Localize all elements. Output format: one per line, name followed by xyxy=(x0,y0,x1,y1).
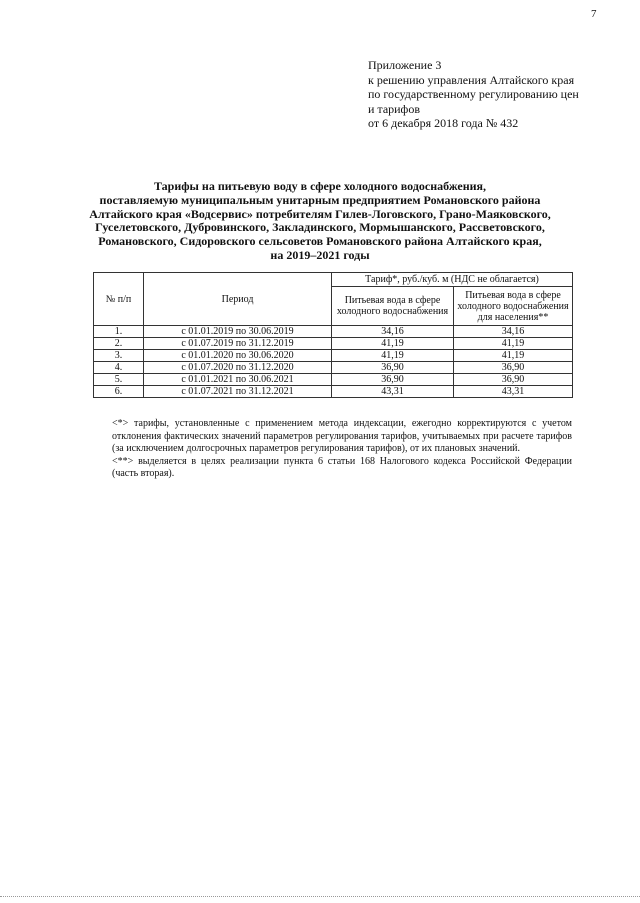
row-tariff-population: 36,90 xyxy=(454,362,573,374)
appendix-line: Приложение 3 xyxy=(368,58,442,72)
row-num: 6. xyxy=(94,386,144,398)
row-period: с 01.01.2021 по 30.06.2021 xyxy=(144,374,332,386)
row-tariff-general: 41,19 xyxy=(332,350,454,362)
page-number: 7 xyxy=(591,8,597,20)
footnote: <*> тарифы, установленные с применением метода индексации, ежегодно корректируются с учетом отклонения фактических значений параметров регулирования тарифов, учитываемых при расчете тарифов (за исключением долгосрочных параметров регулирования тарифов), от их плановых значений. xyxy=(112,418,572,454)
title-line: Алтайского края «Водсервис» потребителям Гилев-Логовского, Грано-Маяковского, xyxy=(89,206,551,221)
appendix-line: по государственному регулированию цен xyxy=(368,87,579,101)
row-tariff-general: 36,90 xyxy=(332,374,454,386)
appendix-line: от 6 декабря 2018 года № 432 xyxy=(368,116,519,130)
appendix-line: к решению управления Алтайского края xyxy=(368,72,575,87)
header-tariff-population: Питьевая вода в сфере холодного водоснабжения для населения** xyxy=(454,287,573,326)
table-row xyxy=(94,386,573,398)
header-tariff: Тариф*, руб./куб. м (НДС не облагается) xyxy=(332,273,573,287)
appendix-line: и тарифов xyxy=(368,101,421,116)
row-period: с 01.07.2019 по 31.12.2019 xyxy=(144,338,332,350)
header-num: № п/п xyxy=(94,273,144,326)
row-period: с 01.07.2020 по 31.12.2020 xyxy=(144,362,332,374)
row-period: с 01.01.2020 по 30.06.2020 xyxy=(144,350,332,362)
row-tariff-general: 41,19 xyxy=(332,338,454,350)
row-tariff-general: 43,31 xyxy=(332,386,454,398)
header-period: Период xyxy=(144,273,332,326)
row-period: с 01.01.2019 по 30.06.2019 xyxy=(144,326,332,338)
title-line: Тарифы на питьевую воду в сфере холодного водоснабжения, xyxy=(153,179,487,193)
row-period: с 01.07.2021 по 31.12.2021 xyxy=(144,386,332,398)
table-row xyxy=(94,362,573,374)
row-tariff-population: 41,19 xyxy=(454,338,573,350)
title-line: на 2019–2021 годы xyxy=(270,247,370,262)
row-num: 1. xyxy=(94,326,144,338)
row-num: 3. xyxy=(94,350,144,362)
footnote: <**> выделяется в целях реализации пункта 6 статьи 168 Налогового кодекса Российской Федерации (часть вторая). xyxy=(112,455,572,479)
row-tariff-population: 36,90 xyxy=(454,374,573,386)
row-num: 5. xyxy=(94,374,144,386)
row-tariff-population: 41,19 xyxy=(454,350,573,362)
row-tariff-population: 43,31 xyxy=(454,386,573,398)
title-line: Гуселетовского, Дубровинского, Закладинского, Мормышанского, Рассветовского, xyxy=(95,220,545,235)
footnotes xyxy=(112,418,572,481)
header-tariff-general: Питьевая вода в сфере холодного водоснабжения xyxy=(332,287,454,326)
row-tariff-general: 34,16 xyxy=(332,326,454,338)
page-bottom-divider xyxy=(0,896,640,897)
title-line: поставляемую муниципальным унитарным предприятием Романовского района xyxy=(99,192,541,207)
table-row xyxy=(94,338,573,350)
row-tariff-population: 34,16 xyxy=(454,326,573,338)
appendix-header xyxy=(368,58,628,131)
row-tariff-general: 36,90 xyxy=(332,362,454,374)
title-line: Романовского, Сидоровского сельсоветов Романовского района Алтайского края, xyxy=(98,234,542,249)
row-num: 4. xyxy=(94,362,144,374)
table-row xyxy=(94,350,573,362)
document-title xyxy=(60,180,580,263)
row-num: 2. xyxy=(94,338,144,350)
table-row xyxy=(94,374,573,386)
table-row xyxy=(94,326,573,338)
tariff-table xyxy=(93,272,573,398)
